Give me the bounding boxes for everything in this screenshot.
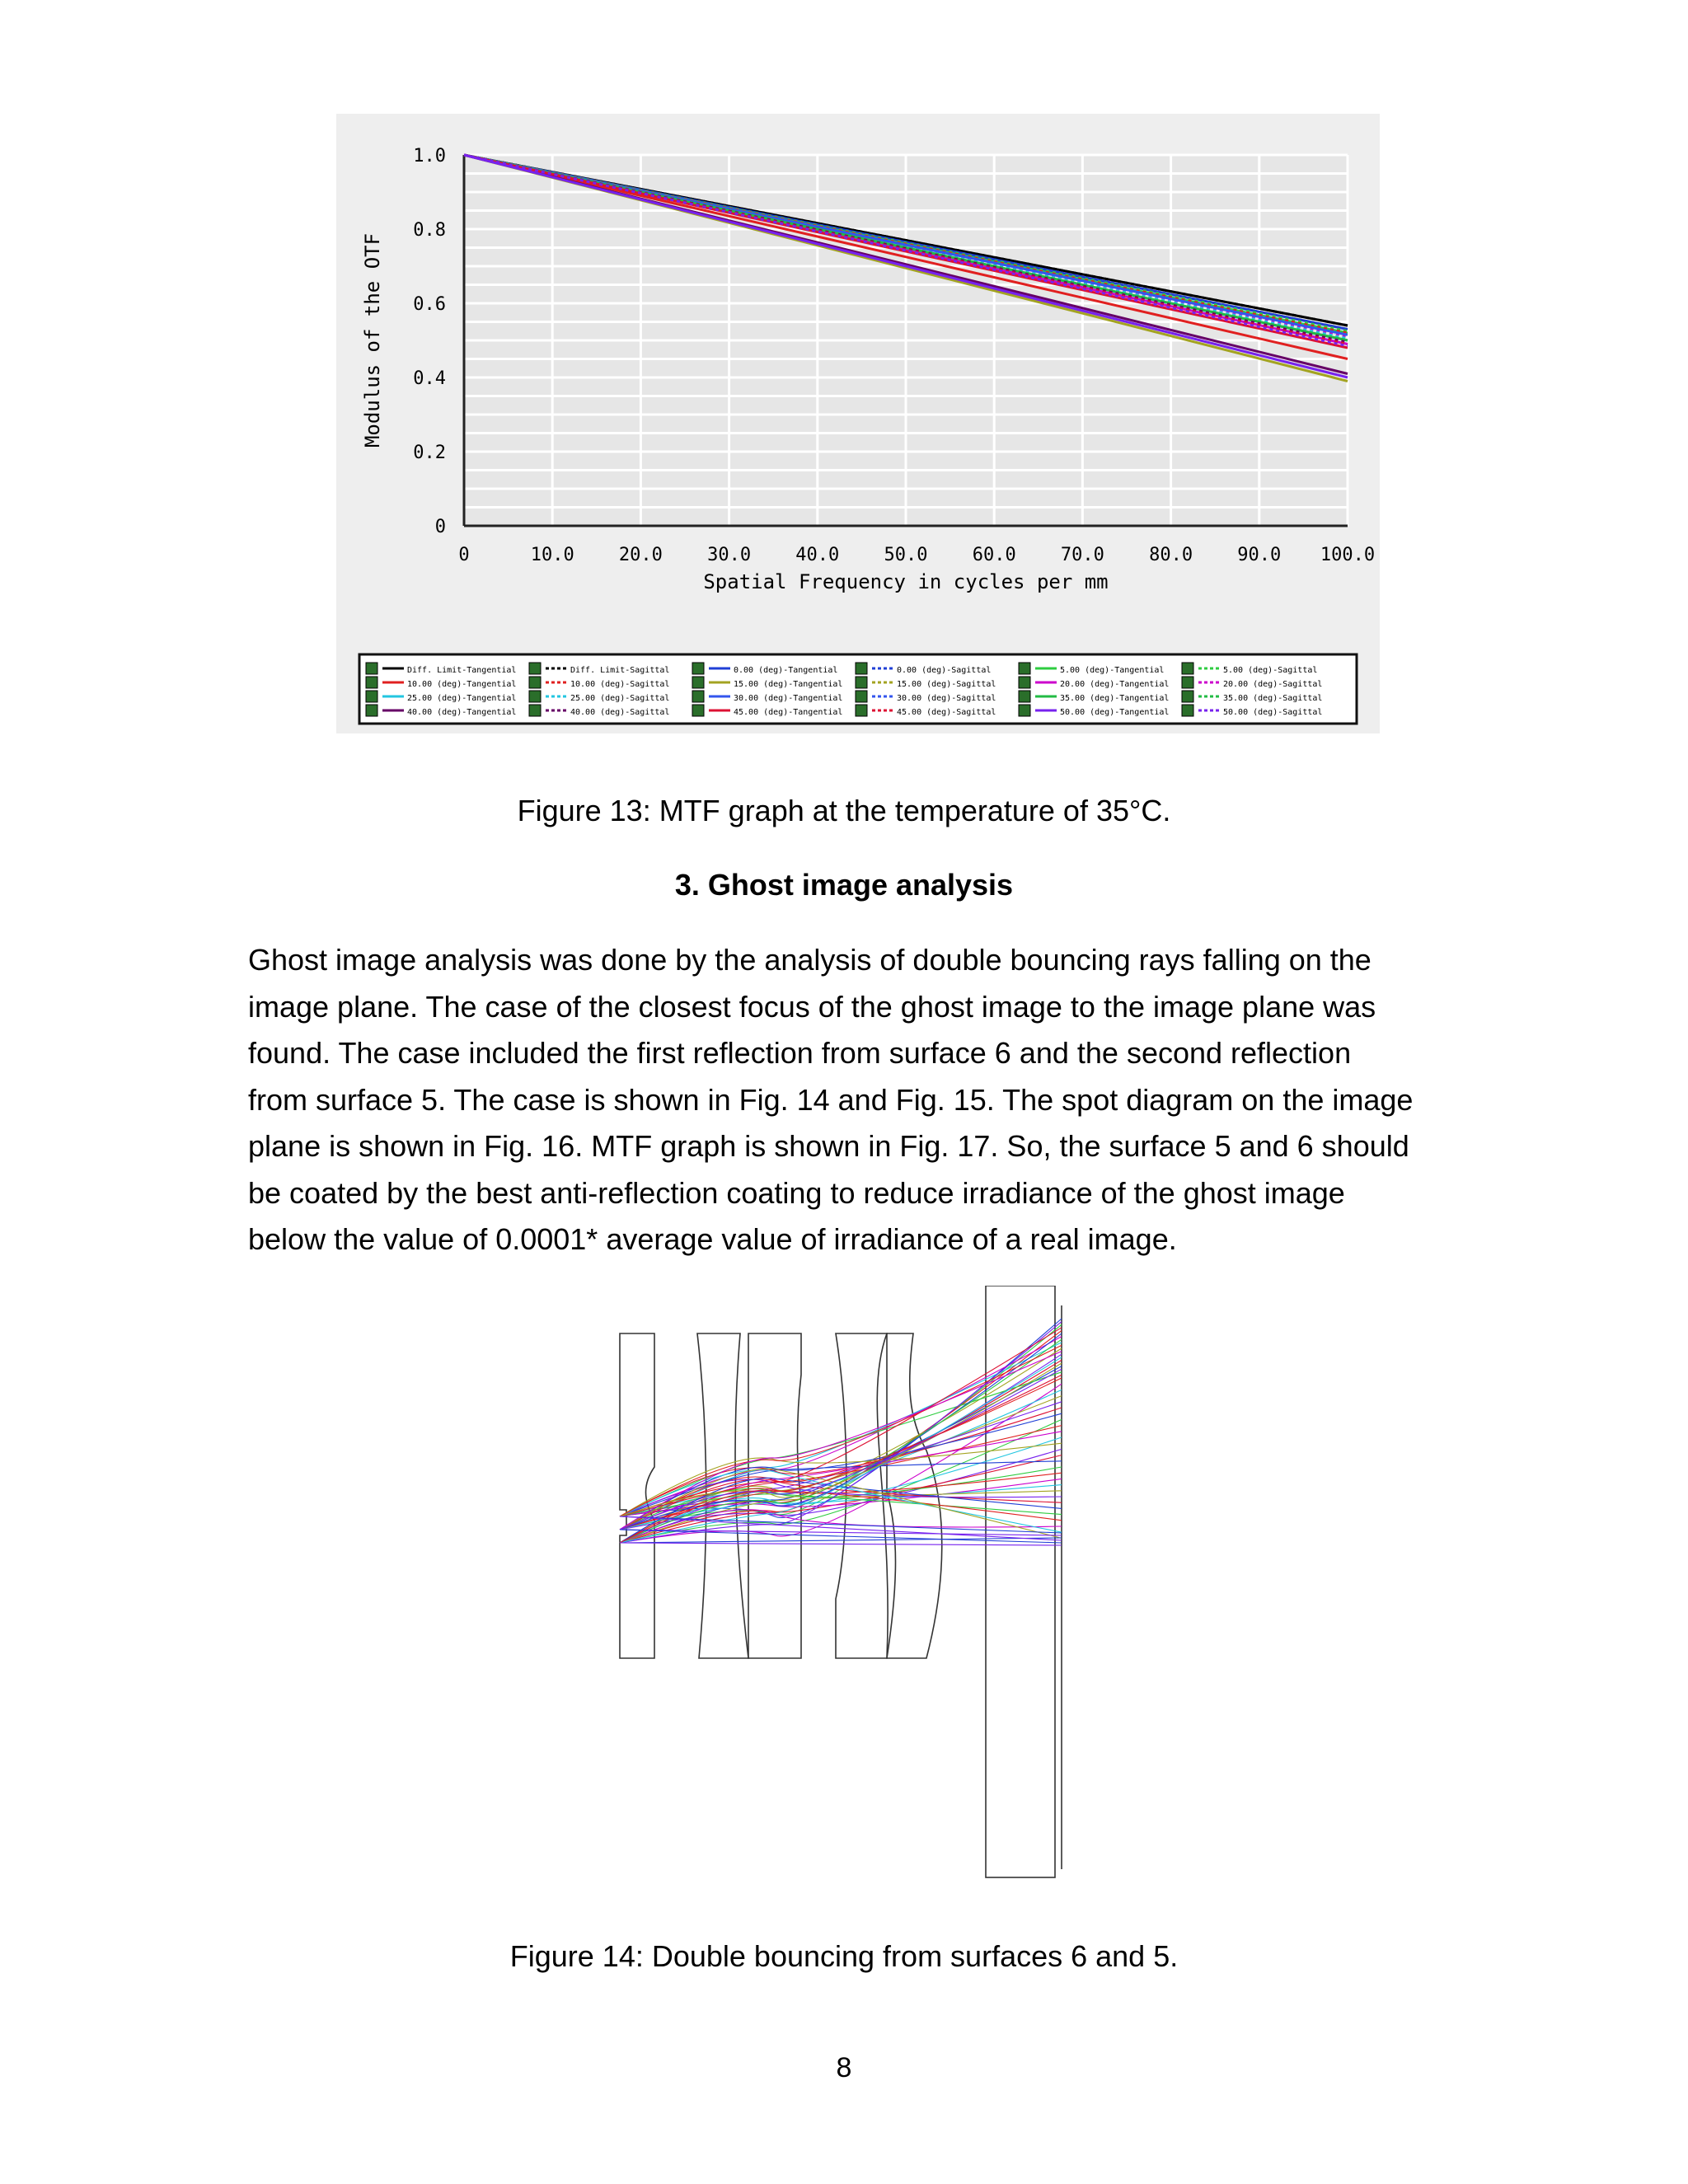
legend-checkbox <box>1019 663 1030 674</box>
legend-checkbox <box>856 705 867 716</box>
legend-checkbox <box>1019 705 1030 716</box>
legend-checkbox <box>1182 691 1193 702</box>
y-tick-label: 0.2 <box>413 443 446 463</box>
ray-path <box>620 1330 1062 1543</box>
legend-checkbox <box>1019 677 1030 688</box>
legend-entry: Diff. Limit-Tangential <box>407 666 517 675</box>
x-axis-title: Spatial Frequency in cycles per mm <box>703 570 1109 593</box>
x-tick-label: 20.0 <box>618 545 663 565</box>
legend-checkbox <box>692 677 704 688</box>
ray-path <box>620 1333 1062 1530</box>
legend-entry: 45.00 (deg)-Sagittal <box>897 708 996 717</box>
x-tick-label: 30.0 <box>707 545 752 565</box>
legend-entry: 35.00 (deg)-Sagittal <box>1223 694 1323 703</box>
section-body-text: Ghost image analysis was done by the analysis of double bouncing rays falling on the image plane. The case of the closest focus of the ghost image to the image plane was found. The case included the first reflection from surface 6 and the second reflection from surface 5. The case is shown in Fig. 14 and Fig. 15. The spot diagram on the image plane is shown in Fig. 16. MTF graph is shown in Fig. 17. So, the surface 5 and 6 should be coated by the best anti-reflection coating to reduce irradiance of the ghost image below the value of 0.0001* average value of irradiance of a real image. <box>248 943 1414 1256</box>
lens-element-1 <box>620 1333 654 1658</box>
ray-trace-svg <box>610 1286 1104 1887</box>
legend-entry: Diff. Limit-Sagittal <box>570 666 670 675</box>
legend-entry: 0.00 (deg)-Tangential <box>734 666 838 675</box>
legend-checkbox <box>692 663 704 674</box>
y-tick-label: 0.8 <box>413 220 446 241</box>
mtf-chart-svg <box>336 114 1380 733</box>
y-tick-label: 1.0 <box>413 146 446 166</box>
legend-checkbox <box>856 677 867 688</box>
ray-path <box>620 1543 1062 1545</box>
legend-entry: 40.00 (deg)-Sagittal <box>570 708 670 717</box>
legend-checkbox <box>529 705 541 716</box>
legend-checkbox <box>1182 705 1193 716</box>
legend-entry: 25.00 (deg)-Tangential <box>407 694 517 703</box>
legend-checkbox <box>1182 663 1193 674</box>
x-tick-label: 100.0 <box>1320 545 1376 565</box>
legend-entry: 40.00 (deg)-Tangential <box>407 708 517 717</box>
y-tick-label: 0.6 <box>413 294 446 315</box>
legend-entry: 0.00 (deg)-Sagittal <box>897 666 992 675</box>
section-heading: 3. Ghost image analysis <box>674 868 1014 902</box>
legend-entry: 50.00 (deg)-Sagittal <box>1223 708 1323 717</box>
y-tick-label: 0.4 <box>413 368 446 389</box>
legend-checkbox <box>856 663 867 674</box>
legend-checkbox <box>529 677 541 688</box>
page-number: 8 <box>836 2052 852 2083</box>
legend-entry: 20.00 (deg)-Sagittal <box>1223 680 1323 689</box>
legend-checkbox <box>529 663 541 674</box>
legend-entry: 45.00 (deg)-Tangential <box>734 708 843 717</box>
legend-checkbox <box>366 705 377 716</box>
x-tick-label: 0 <box>458 545 470 565</box>
ray-trace-diagram <box>610 1286 1104 1887</box>
legend-entry: 5.00 (deg)-Tangential <box>1060 666 1165 675</box>
legend-checkbox <box>529 691 541 702</box>
legend-entry: 10.00 (deg)-Tangential <box>407 680 517 689</box>
legend-entry: 20.00 (deg)-Tangential <box>1060 680 1170 689</box>
legend-checkbox <box>856 691 867 702</box>
legend-checkbox <box>366 677 377 688</box>
ray-path <box>620 1538 1062 1543</box>
legend-entry: 30.00 (deg)-Tangential <box>734 694 843 703</box>
x-tick-label: 80.0 <box>1149 545 1193 565</box>
ray-path <box>620 1530 1062 1543</box>
legend-entry: 25.00 (deg)-Sagittal <box>570 694 670 703</box>
legend-checkbox <box>1182 677 1193 688</box>
x-tick-label: 70.0 <box>1060 545 1104 565</box>
legend-checkbox <box>692 691 704 702</box>
legend-entry: 15.00 (deg)-Tangential <box>734 680 843 689</box>
legend-entry: 30.00 (deg)-Sagittal <box>897 694 996 703</box>
x-tick-label: 60.0 <box>972 545 1016 565</box>
legend-entry: 5.00 (deg)-Sagittal <box>1223 666 1318 675</box>
x-tick-label: 50.0 <box>884 545 928 565</box>
x-tick-label: 90.0 <box>1237 545 1282 565</box>
x-tick-label: 40.0 <box>795 545 840 565</box>
legend-entry: 15.00 (deg)-Sagittal <box>897 680 996 689</box>
y-axis-title: Modulus of the OTF <box>361 232 384 448</box>
figure-13-caption: Figure 13: MTF graph at the temperature of 35°C. <box>517 794 1171 827</box>
legend-entry: 10.00 (deg)-Sagittal <box>570 680 670 689</box>
y-tick-label: 0 <box>434 517 446 537</box>
ray-bundle <box>620 1319 1062 1545</box>
legend-entry: 50.00 (deg)-Tangential <box>1060 708 1170 717</box>
legend-entry: 35.00 (deg)-Tangential <box>1060 694 1170 703</box>
legend-checkbox <box>692 705 704 716</box>
mtf-chart <box>336 114 1380 733</box>
legend-checkbox <box>1019 691 1030 702</box>
figure-14-caption: Figure 14: Double bouncing from surfaces 6 and 5. <box>509 1939 1179 1973</box>
legend-checkbox <box>366 691 377 702</box>
legend-checkbox <box>366 663 377 674</box>
x-tick-label: 10.0 <box>530 545 574 565</box>
